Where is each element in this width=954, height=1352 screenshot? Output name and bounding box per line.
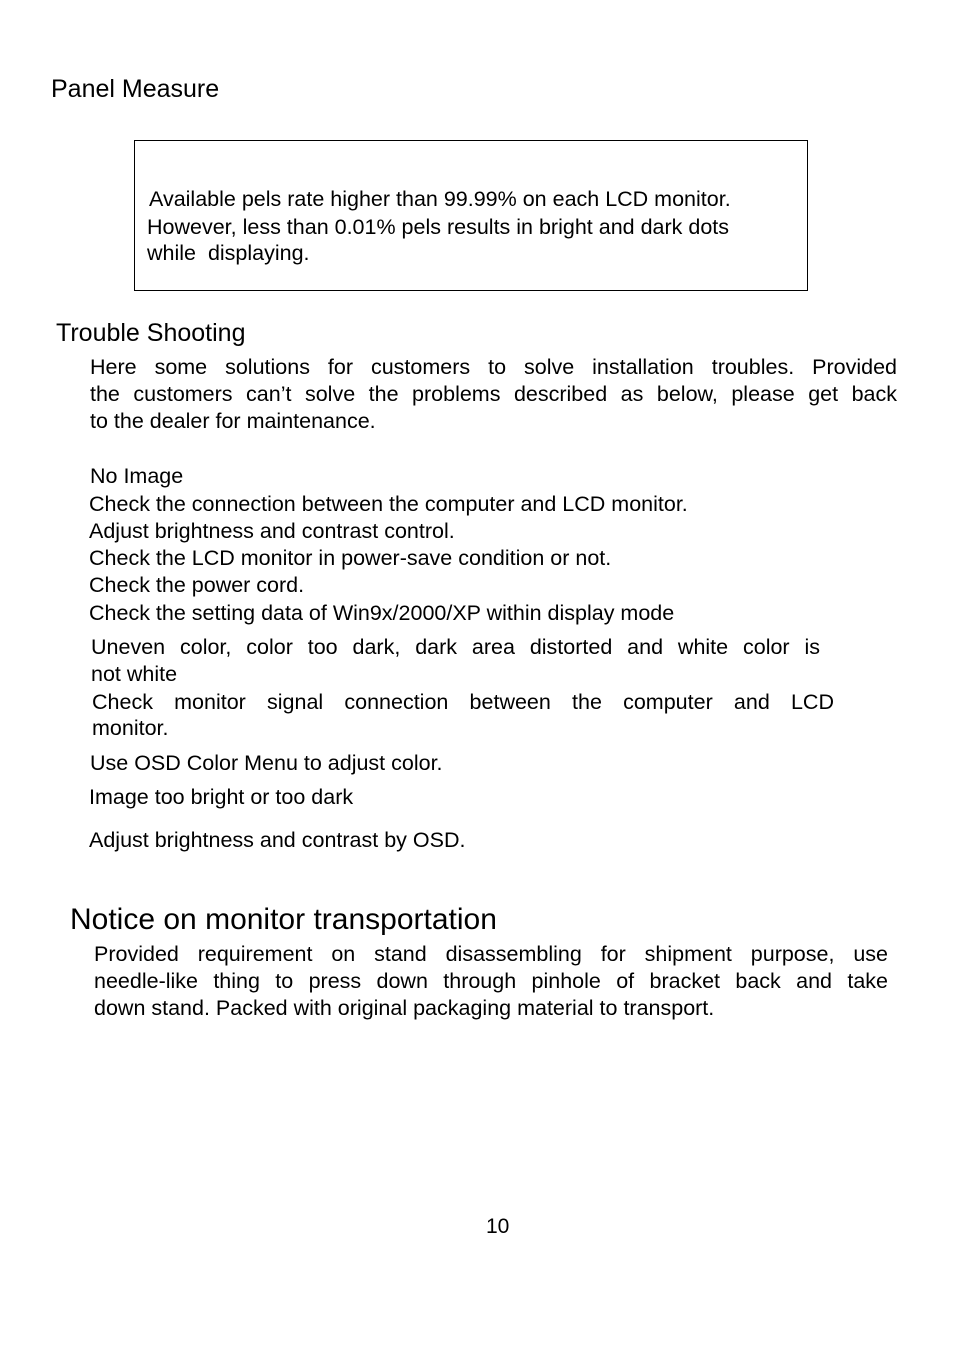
uneven-color-title-line-2: not white [91,662,178,686]
transportation-heading: Notice on monitor transportation [70,903,497,936]
no-image-item-2: Adjust brightness and contrast control. [89,519,455,543]
intro-line-2: the customers can’t solve the problems described as below, please get back [90,382,897,406]
no-image-item-1: Check the connection between the computer and LCD monitor. [89,492,688,516]
transport-line-1: Provided requirement on stand disassembling for shipment purpose, use [94,942,888,966]
uneven-color-item-1-cont: monitor. [92,716,169,740]
transport-line-3: down stand. Packed with original packaging material to transport. [94,996,715,1020]
trouble-shooting-intro [90,354,897,435]
intro-line-1: Here some solutions for customers to solve installation troubles. Provided [90,355,897,379]
uneven-color-item-2: Use OSD Color Menu to adjust color. [90,751,443,775]
panel-measure-line-1: Available pels rate higher than 99.99% on each LCD monitor. [149,187,731,211]
intro-line-3: to the dealer for maintenance. [90,409,376,433]
too-bright-title: Image too bright or too dark [89,785,354,809]
too-bright-item-1: Adjust brightness and contrast by OSD. [89,828,466,852]
uneven-color-title-line-1: Uneven color, color too dark, dark area distorted and white color is [91,635,820,659]
no-image-title: No Image [90,464,184,488]
panel-measure-line-2: However, less than 0.01% pels results in bright and dark dots [147,215,730,239]
no-image-item-3: Check the LCD monitor in power-save condition or not. [89,546,612,570]
no-image-item-5: Check the setting data of Win9x/2000/XP within display mode [89,601,675,625]
trouble-shooting-heading: Trouble Shooting [56,319,246,347]
uneven-color-item-1: Check monitor signal connection between the computer and LCD [92,690,834,714]
transport-line-2: needle-like thing to press down through pinhole of bracket back and take [94,969,888,993]
page-number: 10 [486,1215,510,1238]
panel-measure-heading: Panel Measure [51,75,220,103]
no-image-item-4: Check the power cord. [89,573,305,597]
transportation-text [94,941,888,1022]
panel-measure-line-3: while displaying. [147,241,310,265]
